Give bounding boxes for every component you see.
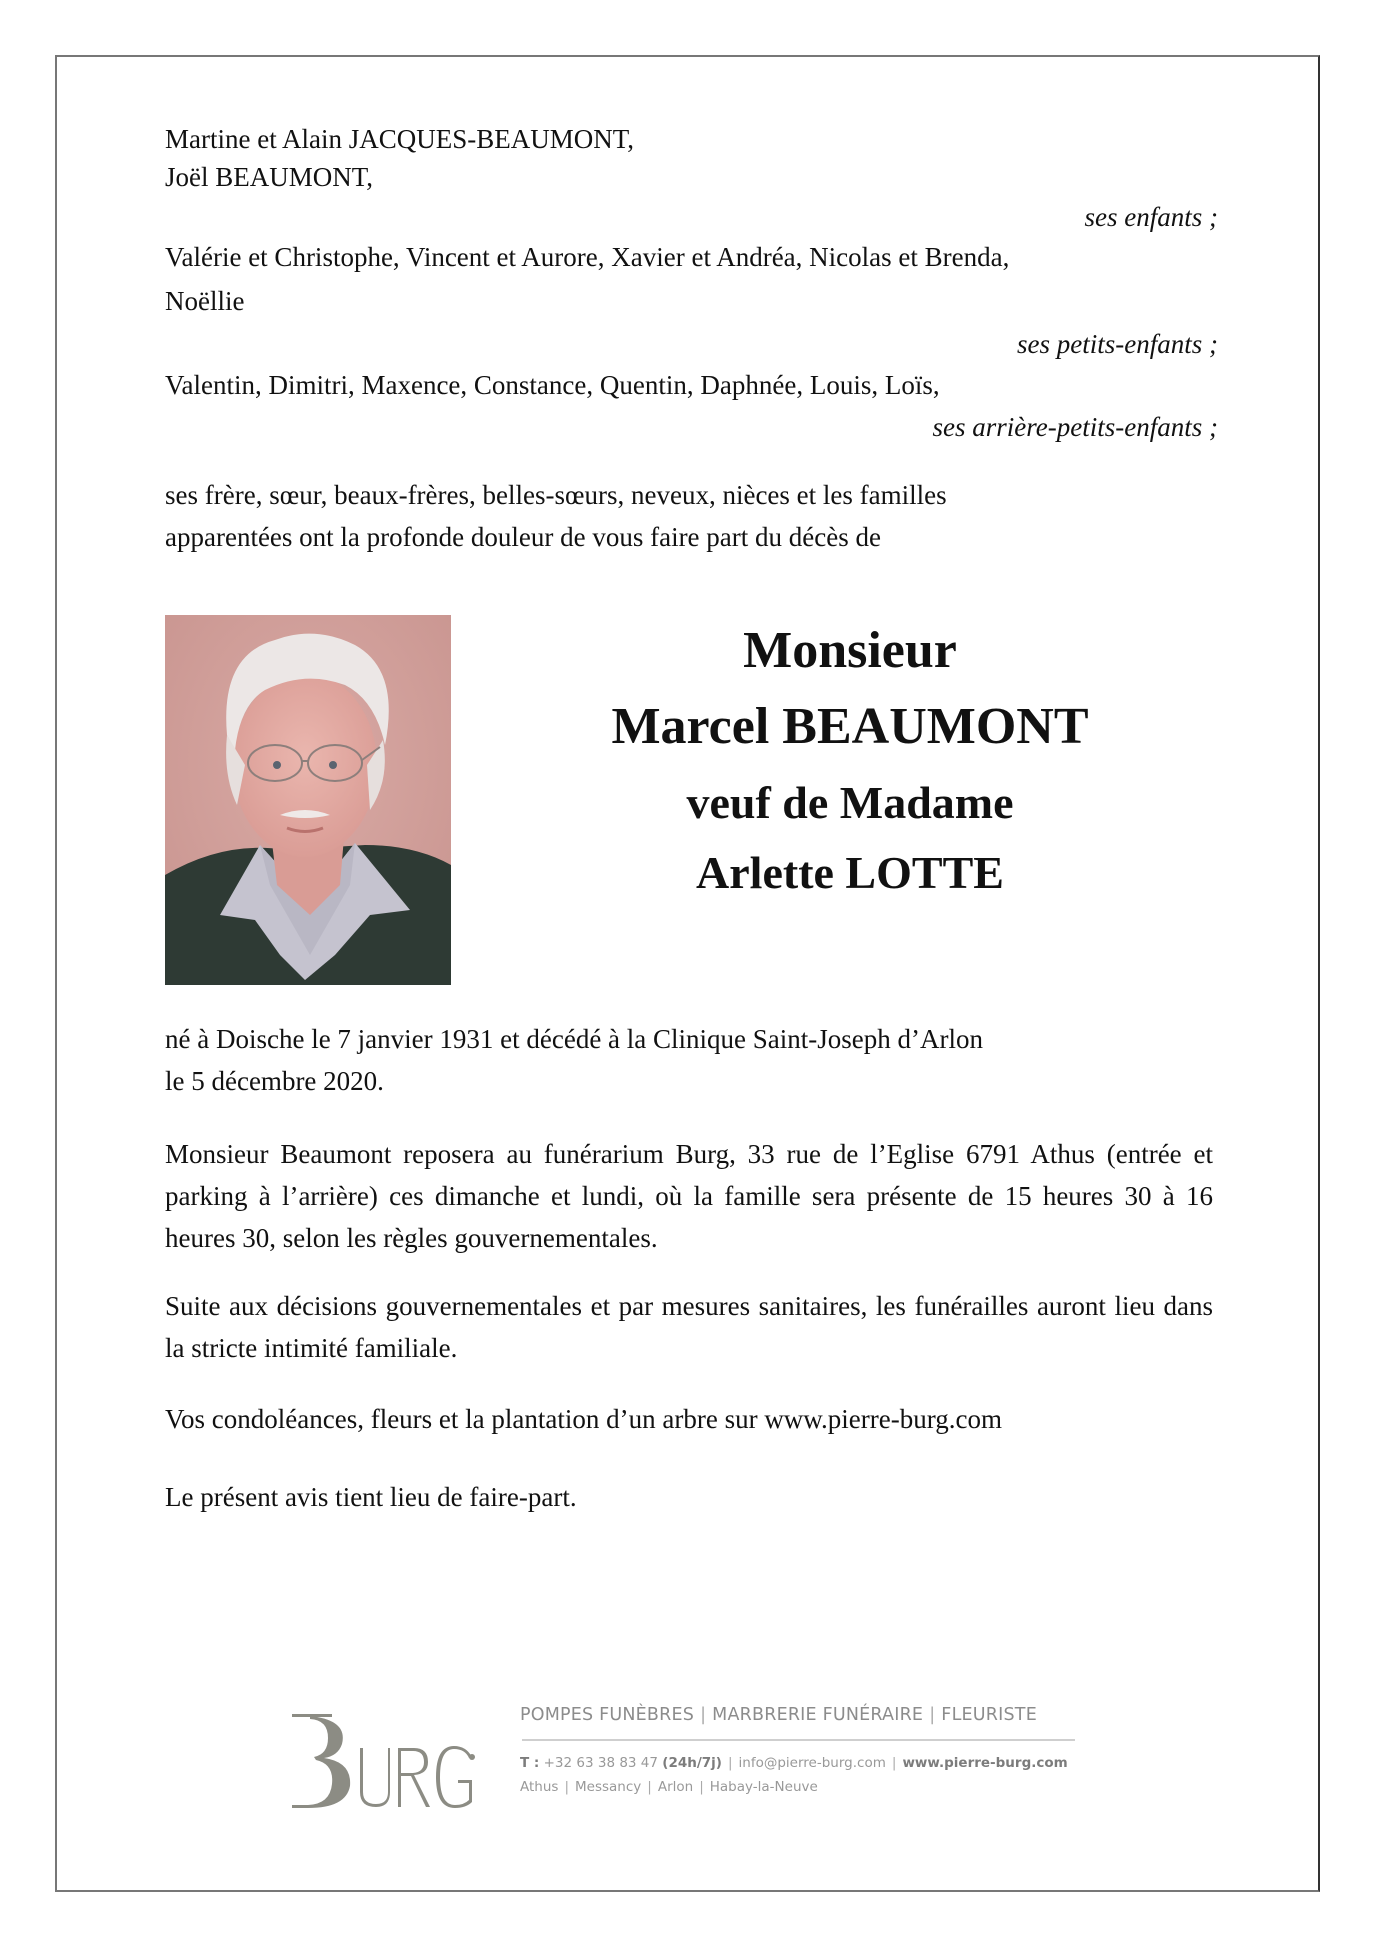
- funeral-home-info: [520, 1705, 1075, 1795]
- relatives-line-2: apparentées ont la profonde douleur de vous faire part du décès de: [165, 522, 881, 552]
- separator: |: [564, 1779, 569, 1795]
- children-label: ses enfants ;: [1084, 202, 1218, 232]
- email-link[interactable]: info@pierre-burg.com: [738, 1755, 886, 1771]
- relatives-line-1: ses frère, sœur, beaux-frères, belles-sœurs, neveux, nièces et les familles: [165, 480, 947, 510]
- birth-death-line-2: le 5 décembre 2020.: [165, 1066, 384, 1096]
- great-grandchildren-line: Valentin, Dimitri, Maxence, Constance, Quentin, Daphnée, Louis, Loïs,: [165, 370, 940, 400]
- separator: |: [700, 1705, 707, 1725]
- services-line: [520, 1705, 1075, 1725]
- visitation-paragraph: Monsieur Beaumont reposera au funérarium Burg, 33 rue de l’Eglise 6791 Athus (entrée et parking à l’arrière) ces dimanche et lundi, où la famille sera présente de 15 heures 30 à 16 heures 30, selon les règles gouvernementales.: [165, 1139, 1213, 1253]
- city: Athus: [520, 1779, 559, 1795]
- deceased-name: Marcel BEAUMONT: [611, 698, 1089, 755]
- cities-line: [520, 1779, 1075, 1795]
- website-link[interactable]: www.pierre-burg.com: [902, 1755, 1068, 1771]
- children-line-2: Joël BEAUMONT,: [165, 162, 373, 192]
- children-line-1: Martine et Alain JACQUES-BEAUMONT,: [165, 124, 634, 154]
- city: Messancy: [575, 1779, 642, 1795]
- separator: |: [929, 1705, 936, 1725]
- phone-hours: (24h/7j): [662, 1755, 722, 1771]
- portrait-photo: [165, 615, 451, 985]
- footer-divider: [522, 1739, 1075, 1741]
- contact-line: [520, 1755, 1075, 1771]
- phone-number[interactable]: +32 63 38 83 47: [543, 1755, 658, 1771]
- service-item: MARBRERIE FUNÉRAIRE: [712, 1705, 924, 1725]
- separator: |: [699, 1779, 704, 1795]
- grandchildren-label: ses petits-enfants ;: [1017, 329, 1218, 359]
- birth-death-line-1: né à Doische le 7 janvier 1931 et décédé à la Clinique Saint-Joseph d’Arlon: [165, 1024, 984, 1054]
- separator: |: [647, 1779, 652, 1795]
- burg-logo: [290, 1712, 480, 1812]
- city: Habay-la-Neuve: [709, 1779, 818, 1795]
- separator: |: [727, 1755, 733, 1771]
- service-item: POMPES FUNÈBRES: [520, 1705, 695, 1725]
- phone-label: T :: [520, 1755, 540, 1771]
- condolences-line: Vos condoléances, fleurs et la plantation d’un arbre sur www.pierre-burg.com: [165, 1404, 1002, 1434]
- notice-line: Le présent avis tient lieu de faire-part.: [165, 1482, 577, 1512]
- separator: |: [891, 1755, 897, 1771]
- grandchildren-line-2: Noëllie: [165, 286, 245, 316]
- spouse-name: Arlette LOTTE: [696, 847, 1004, 898]
- funeral-paragraph: Suite aux décisions gouvernementales et par mesures sanitaires, les funérailles auront lieu dans la stricte intimité familiale.: [165, 1291, 1213, 1363]
- grandchildren-line-1: Valérie et Christophe, Vincent et Aurore, Xavier et Andréa, Nicolas et Brenda,: [165, 242, 1010, 272]
- city: Arlon: [657, 1779, 694, 1795]
- great-grandchildren-label: ses arrière-petits-enfants ;: [932, 412, 1218, 442]
- deceased-title-block: [500, 615, 1200, 903]
- honorific: Monsieur: [743, 622, 957, 679]
- widower-of: veuf de Madame: [686, 777, 1014, 828]
- service-item: FLEURISTE: [941, 1705, 1037, 1725]
